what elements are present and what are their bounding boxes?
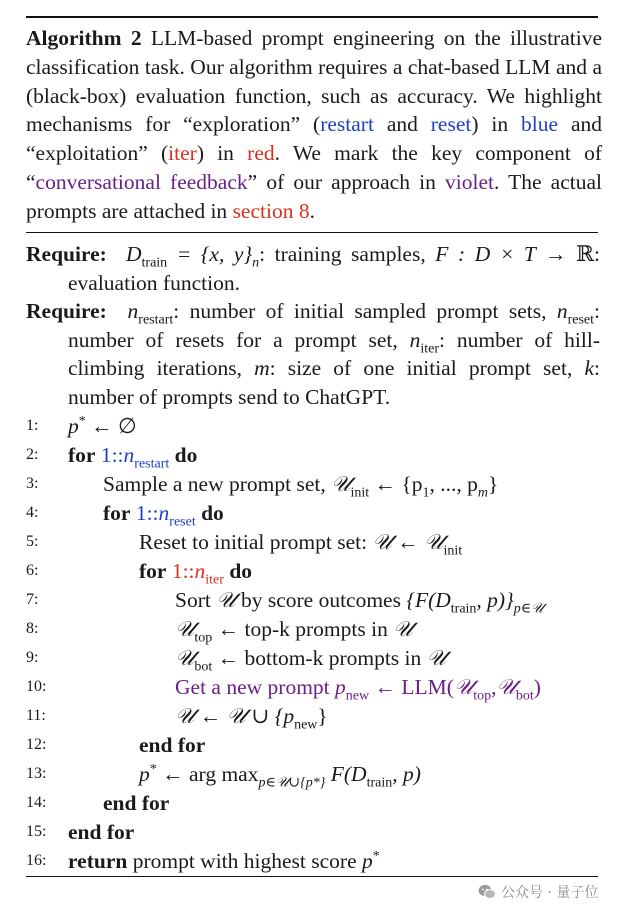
algo-line-11: 11: 𝒰 ← 𝒰 ∪ $\{p_{new}\}$ [26,704,328,733]
wechat-icon [478,884,496,900]
line-number: 1: [26,417,39,434]
algo-line-5: 5: Reset to initial prompt set: 𝒰 ← 𝒰$_{init}$ [26,530,463,559]
line-number: 11: [26,707,46,724]
line-number: 8: [26,620,39,637]
algo-line-8: 8: 𝒰$_{top}$ ← top-k prompts in 𝒰 [26,617,413,646]
line-number: 9: [26,649,39,666]
bottom-rule [26,876,598,877]
algo-line-6: 6: for $1::n_{iter}$ do [26,559,253,588]
algo-line-3: 3: Sample a new prompt set, 𝒰$_{init}$ ← {$p_1$, ..., $p_m$} [26,472,499,501]
line-number: 16: [26,852,47,869]
algo-line-7: 7: Sort 𝒰 by score outcomes {$F(D_{train}$, $p)\}_{p\in 𝒰}$ [26,588,544,617]
line-number: 15: [26,823,47,840]
algo-line-13: 13: p* ← arg $\max_{p\in 𝒰\cup\{p*\}} F(D_{train}$, p) [26,761,421,791]
line-number: 2: [26,446,39,463]
watermark-text: 公众号 · 量子位 [501,885,599,901]
line-number: 13: [26,765,47,782]
algo-line-10: 10: Get a new prompt $p_{new}$ ← LLM(𝒰$_{top}$,𝒰$_{bot}$) [26,675,541,704]
line-number: 4: [26,504,39,521]
line-number: 12: [26,736,47,753]
require-training: Require: $D_{train} = \{x$, $y\}_n$: training samples, F : D × T → ℝ: evaluation function. [26,242,600,295]
section-link[interactable]: section 8 [232,198,310,223]
algorithm-caption: Algorithm 2 LLM-based prompt engineering on the illustrative classification task. Our algorithm requires a chat-based LLM and a (black-box) evaluation function, such as accuracy. We highlight mechanisms for “exploration” (restart and reset) in blue and “exploitation” (iter) in red. We mark the key component of “conversational feedback” of our approach in violet. The actual prompts are attached in section 8. [26,26,603,223]
algo-line-2: 2: for $1::n_{restart}$ do [26,443,198,472]
algo-line-14: 14: end for [0,789,640,818]
watermark [478,878,598,906]
line-number: 6: [26,562,39,579]
algo-line-16: 16: return prompt with highest score p* [0,847,640,876]
algo-line-12: 12: end for [0,731,640,760]
algo-line-1: 1: p* ← ∅ [0,412,640,441]
caption-rule [26,232,598,233]
top-rule [26,16,598,18]
line-number: 5: [26,533,39,550]
line-number: 10: [26,678,47,695]
line-number: 14: [26,794,47,811]
algorithm-label: Algorithm 2 [26,26,142,50]
line-number: 7: [26,591,39,608]
require-params: Require: $n_{restart}$: number of initial sampled prompt sets, $n_{reset}$: number of resets for a prompt set, $n_{iter}$: number of hill-climbing iterations, m: size of one initial prompt set, k: number of prompts send to ChatGPT. [26,299,601,410]
algo-line-15: 15: end for [0,818,640,847]
line-number: 3: [26,475,39,492]
algo-line-4: 4: for $1::n_{reset}$ do [26,501,224,530]
algo-line-9: 9: 𝒰$_{bot}$ ← bottom-k prompts in 𝒰 [26,646,447,675]
